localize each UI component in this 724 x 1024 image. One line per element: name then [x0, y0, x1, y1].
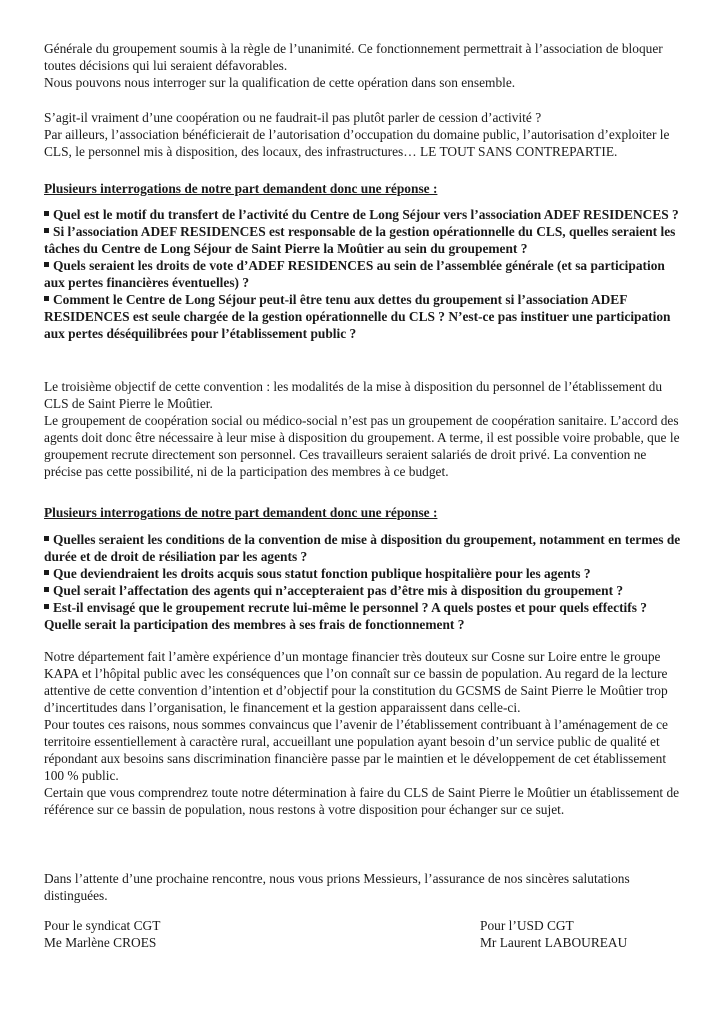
cession-paragraph	[44, 109, 684, 160]
section-heading: Plusieurs interrogations de notre part demandent donc une réponse :	[44, 181, 438, 196]
square-bullet-icon	[44, 296, 49, 301]
question-item	[44, 206, 684, 223]
intro-paragraph	[44, 40, 684, 91]
question-item	[44, 531, 684, 565]
signature-org: Pour l’USD CGT	[480, 918, 574, 933]
cession-line: Par ailleurs, l’association bénéficierait de l’autorisation d’occupation du domaine public, l’autorisation d’exploiter le CLS, le personnel mis à disposition, des locaux, des infrastructures… LE TOUT SANS CONTREPARTIE.	[44, 127, 670, 159]
square-bullet-icon	[44, 570, 49, 575]
square-bullet-icon	[44, 228, 49, 233]
square-bullet-icon	[44, 262, 49, 267]
question-item	[44, 257, 684, 291]
question-text: Est-il envisagé que le groupement recrute lui-même le personnel ? A quels postes et pour quels effectifs ? Quelle serait la participation des membres à ses frais de fonctionnement ?	[44, 600, 647, 632]
paragraph-line: Pour toutes ces raisons, nous sommes convaincus que l’avenir de l’établissement contribuant à l’aménagement de ce territoire essentiellement à caractère rural, accueillant une population ayant besoin d’un service public de qualité et répondant aux besoins sans discrimination financière passe par le maintien et le développement de cet établissement 100 % public.	[44, 717, 668, 783]
conclusion-paragraph	[44, 648, 684, 818]
question-text: Quels seraient les droits de vote d’ADEF RESIDENCES au sein de l’assemblée générale (et sa participation aux pertes financières éventuelles) ?	[44, 258, 665, 290]
questions-list-1	[44, 206, 684, 342]
closing-text: Dans l’attente d’une prochaine rencontre, nous vous prions Messieurs, l’assurance de nos sincères salutations distinguées.	[44, 871, 630, 903]
question-item	[44, 582, 684, 599]
questions-list-2	[44, 531, 684, 633]
questions-section-2	[44, 504, 684, 521]
square-bullet-icon	[44, 536, 49, 541]
intro-line: Générale du groupement soumis à la règle de l’unanimité. Ce fonctionnement permettrait à l’association de bloquer toutes décisions qui lui seraient défavorables.	[44, 41, 663, 73]
question-item	[44, 223, 684, 257]
cession-line: S’agit-il vraiment d’une coopération ou ne faudrait-il pas plutôt parler de cession d’activité ?	[44, 110, 542, 125]
question-item	[44, 565, 684, 582]
square-bullet-icon	[44, 211, 49, 216]
question-text: Que deviendraient les droits acquis sous statut fonction publique hospitalière pour les agents ?	[53, 566, 591, 581]
signature-org: Pour le syndicat CGT	[44, 918, 161, 933]
question-text: Quel est le motif du transfert de l’activité du Centre de Long Séjour vers l’association ADEF RESIDENCES ?	[53, 207, 679, 222]
question-text: Quel serait l’affectation des agents qui n’accepteraient pas d’être mis à disposition du groupement ?	[53, 583, 624, 598]
third-objective-paragraph	[44, 378, 684, 480]
question-item	[44, 291, 684, 342]
questions-section-1	[44, 180, 684, 197]
signature-name: Mr Laurent LABOUREAU	[480, 935, 628, 950]
intro-line: Nous pouvons nous interroger sur la qualification de cette opération dans son ensemble.	[44, 75, 516, 90]
signature-name: Me Marlène CROES	[44, 935, 157, 950]
question-text: Si l’association ADEF RESIDENCES est responsable de la gestion opérationnelle du CLS, quelles seraient les tâches du Centre de Long Séjour de Saint Pierre la Moûtier au sein du groupement ?	[44, 224, 676, 256]
paragraph-line: Le troisième objectif de cette convention : les modalités de la mise à disposition du personnel de l’établissement du CLS de Saint Pierre le Moûtier.	[44, 379, 663, 411]
question-text: Comment le Centre de Long Séjour peut-il être tenu aux dettes du groupement si l’association ADEF RESIDENCES est seule chargée de la gestion opérationnelle du CLS ? N’est-ce pas instituer une participation aux pertes déséquilibrées pour l’établissement public ?	[44, 292, 671, 341]
closing-paragraph	[44, 870, 684, 904]
square-bullet-icon	[44, 587, 49, 592]
paragraph-line: Notre département fait l’amère expérience d’un montage financier très douteux sur Cosne sur Loire entre le groupe KAPA et l’hôpital public avec les conséquences que l’on connaît sur ce bassin de population. Au regard de la lecture attentive de cette convention d’intention et d’objectif pour la constitution du GCSMS de Saint Pierre le Moûtier trop d’incertitudes dans l’organisation, le financement et la gestion apparaissent dans celle-ci.	[44, 649, 668, 715]
signature-left	[44, 917, 160, 951]
paragraph-line: Certain que vous comprendrez toute notre détermination à faire du CLS de Saint Pierre le Moûtier un établissement de référence sur ce bassin de population, nous restons à votre disposition pour échanger sur ce sujet.	[44, 785, 680, 817]
question-text: Quelles seraient les conditions de la convention de mise à disposition du groupement, notamment en termes de durée et de droit de résiliation par les agents ?	[44, 532, 681, 564]
square-bullet-icon	[44, 604, 49, 609]
paragraph-line: Le groupement de coopération social ou médico-social n’est pas un groupement de coopération sanitaire. L’accord des agents doit donc être nécessaire à leur mise à disposition du groupement. A terme, il est possible voire probable, que le groupement recrute directement son personnel. Ces travailleurs seraient salariés de droit privé. La convention ne précise pas cette possibilité, ni de la participation des membres à ce budget.	[44, 413, 680, 479]
section-heading: Plusieurs interrogations de notre part demandent donc une réponse :	[44, 505, 438, 520]
question-item	[44, 599, 684, 633]
signature-right	[480, 917, 627, 951]
